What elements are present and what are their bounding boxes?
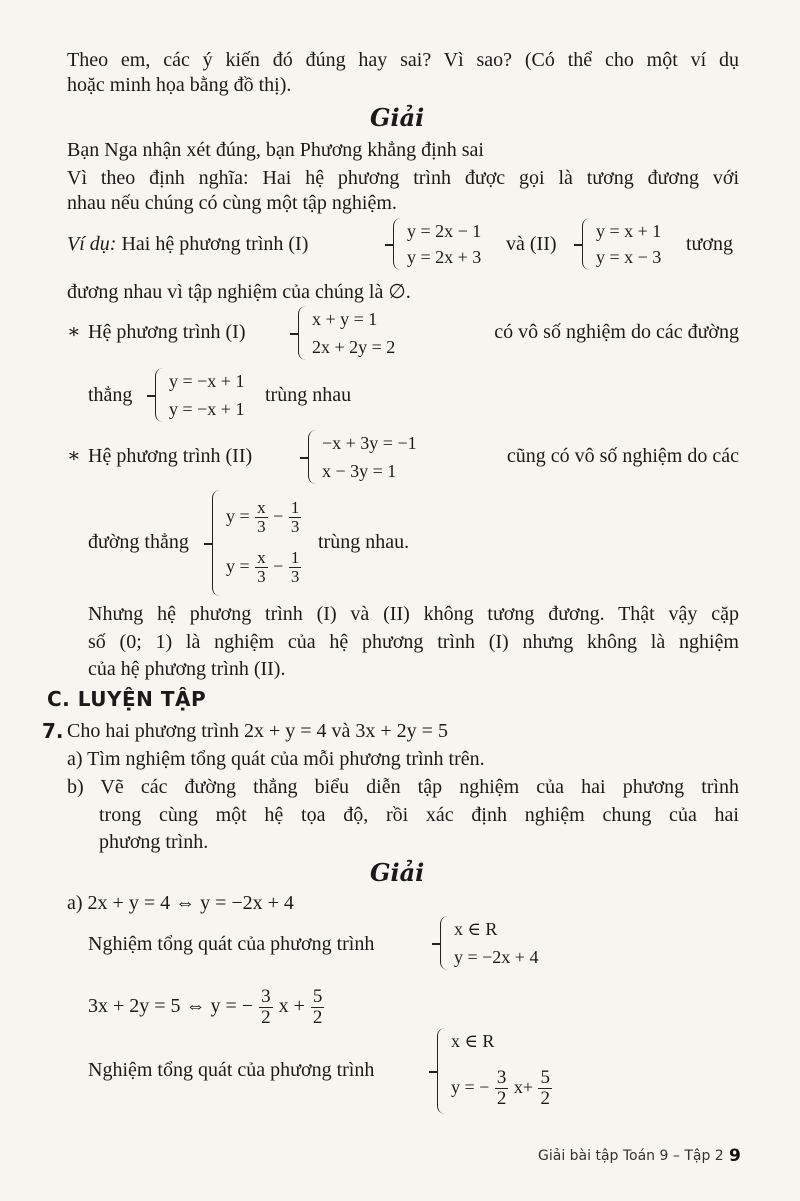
exercise-number: 7. [42, 719, 64, 743]
numerator: 1 [290, 498, 300, 518]
hpt2-eq-2: x − 3y = 1 [322, 461, 397, 481]
ngtq-text-1: Nghiệm tổng quát của phương trình [88, 933, 375, 955]
intro-line-2: hoặc minh họa bằng đồ thị). [67, 74, 292, 96]
thang-eq-2: y = −x + 1 [169, 399, 245, 419]
eq2-left: 3x + 2y = 5 ⇔ y = − [88, 995, 254, 1017]
denominator: 2 [312, 1006, 323, 1028]
exercise-part-b-1: b) Vẽ các đường thẳng biểu diễn tập nghiệm của hai phương trình [67, 776, 739, 798]
example-line [67, 232, 308, 256]
giai-heading: Giải [370, 103, 425, 132]
nhung-line-1: Nhưng hệ phương trình (I) và (II) không tương đương. Thật vậy cặp [88, 603, 739, 625]
page-number: 9 [729, 1146, 741, 1166]
brace [298, 306, 308, 360]
system-hpt2 [308, 430, 438, 484]
system-hpt1 [298, 306, 428, 360]
ngtq-text-2: Nghiệm tổng quát của phương trình [88, 1059, 375, 1081]
system-thang [155, 368, 267, 422]
sol2-eq-2 [88, 980, 325, 1032]
star-bullet-2: ∗ [67, 445, 81, 467]
fraction-3-over-2 [259, 987, 273, 1028]
exercise-part-b-3: phương trình. [99, 831, 209, 853]
fraction-1-over-3 [289, 499, 302, 536]
nhung-line-3: của hệ phương trình (II). [88, 658, 286, 680]
general-2-eq-2 [451, 1064, 553, 1110]
denominator: 3 [290, 567, 300, 587]
fraction-1-over-3 [289, 549, 302, 586]
system-fractions [212, 490, 322, 596]
numerator: x [257, 498, 266, 518]
general-1-eq-2: y = −2x + 4 [454, 947, 539, 967]
numerator: 5 [540, 1067, 550, 1089]
sol1-line-3: nhau nếu chúng có cùng một tập nghiệm. [67, 192, 397, 214]
exercise-part-b-2: trong cùng một hệ tọa độ, rồi xác định nghiệm chung của hai [99, 804, 739, 826]
general-2-eq-1: x ∈ R [451, 1031, 495, 1051]
system-II-eq-1: y = x + 1 [596, 221, 662, 241]
minus-sign: − [273, 556, 284, 576]
section-title: C. LUYỆN TẬP [47, 687, 207, 711]
general-1-eq-1: x ∈ R [454, 919, 498, 939]
denominator: 2 [540, 1088, 550, 1110]
brace [440, 916, 450, 970]
x-plus: x+ [513, 1077, 533, 1097]
fraction-x-over-3 [255, 549, 268, 586]
sol1-line-1: Bạn Nga nhận xét đúng, bạn Phương khẳng định sai [67, 139, 484, 161]
system-II-eq-2: y = x − 3 [596, 247, 662, 267]
nhung-line-2: số (0; 1) là nghiệm của hệ phương trình (I) nhưng không là nghiệm [88, 631, 739, 653]
trung-nhau-2: trùng nhau. [318, 531, 410, 553]
sol2-line-a: a) 2x + y = 4 ⇔ y = −2x + 4 [67, 892, 294, 914]
frac-eq-1 [226, 494, 302, 538]
x-plus: x + [278, 995, 305, 1017]
numerator: 1 [290, 548, 300, 568]
giai-heading-2: Giải [370, 858, 425, 887]
example-label: Ví dụ: [67, 233, 117, 255]
denominator: 3 [290, 517, 300, 537]
hpt1-text: Hệ phương trình (I) [88, 321, 246, 343]
system-general-1 [440, 916, 560, 970]
denominator: 3 [257, 567, 266, 587]
hpt2-eq-1: −x + 3y = −1 [322, 433, 417, 453]
hpt2-after: cũng có vô số nghiệm do các [506, 445, 739, 467]
denominator: 3 [257, 517, 266, 537]
star-bullet-1: ∗ [67, 321, 81, 343]
trung-nhau-1: trùng nhau [265, 384, 352, 406]
brace [582, 218, 592, 270]
thang-eq-1: y = −x + 1 [169, 371, 245, 391]
example-text: Hai hệ phương trình (I) [121, 233, 309, 255]
system-I [393, 218, 503, 270]
fraction-3-over-2 [495, 1068, 509, 1109]
and-II: và (II) [506, 233, 557, 255]
minus-sign: − [273, 506, 284, 526]
tuong-word: tương [686, 233, 733, 255]
intro-line-1: Theo em, các ý kiến đó đúng hay sai? Vì sao? (Có thể cho một ví dụ [67, 49, 739, 71]
fraction-5-over-2 [538, 1068, 552, 1109]
system-I-eq-2: y = 2x + 3 [407, 247, 482, 267]
numerator: 3 [261, 985, 271, 1007]
exercise-statement: Cho hai phương trình 2x + y = 4 và 3x + 2y = 5 [67, 720, 448, 742]
footer-book-title: Giải bài tập Toán 9 – Tập 2 [538, 1148, 724, 1164]
y-equals-minus: y = − [451, 1077, 490, 1097]
fraction-x-over-3 [255, 499, 268, 536]
hpt1-eq-1: x + y = 1 [312, 309, 378, 329]
y-equals: y = [226, 556, 250, 576]
system-general-2 [437, 1028, 577, 1114]
thang-text: thẳng [88, 384, 133, 406]
brace [155, 368, 165, 422]
frac-eq-2 [226, 544, 302, 588]
numerator: 3 [496, 1067, 507, 1089]
numerator: x [257, 548, 266, 568]
brace [393, 218, 403, 270]
system-I-eq-1: y = 2x − 1 [407, 221, 482, 241]
denominator: 2 [496, 1088, 507, 1110]
duong-thang-text: đường thẳng [88, 531, 189, 553]
y-equals: y = [226, 506, 250, 526]
brace [437, 1028, 447, 1114]
brace [308, 430, 318, 484]
sol1-line-5: đương nhau vì tập nghiệm của chúng là ∅. [67, 281, 411, 303]
fraction-5-over-2 [311, 987, 325, 1028]
hpt1-eq-2: 2x + 2y = 2 [312, 337, 396, 357]
brace [212, 490, 222, 596]
system-II [582, 218, 678, 270]
sol1-line-2: Vì theo định nghĩa: Hai hệ phương trình được gọi là tương đương với [67, 167, 739, 189]
hpt1-after: có vô số nghiệm do các đường [494, 321, 739, 343]
exercise-part-a: a) Tìm nghiệm tổng quát của mỗi phương trình trên. [67, 748, 485, 770]
denominator: 2 [261, 1006, 271, 1028]
numerator: 5 [312, 985, 323, 1007]
hpt2-text: Hệ phương trình (II) [88, 445, 253, 467]
